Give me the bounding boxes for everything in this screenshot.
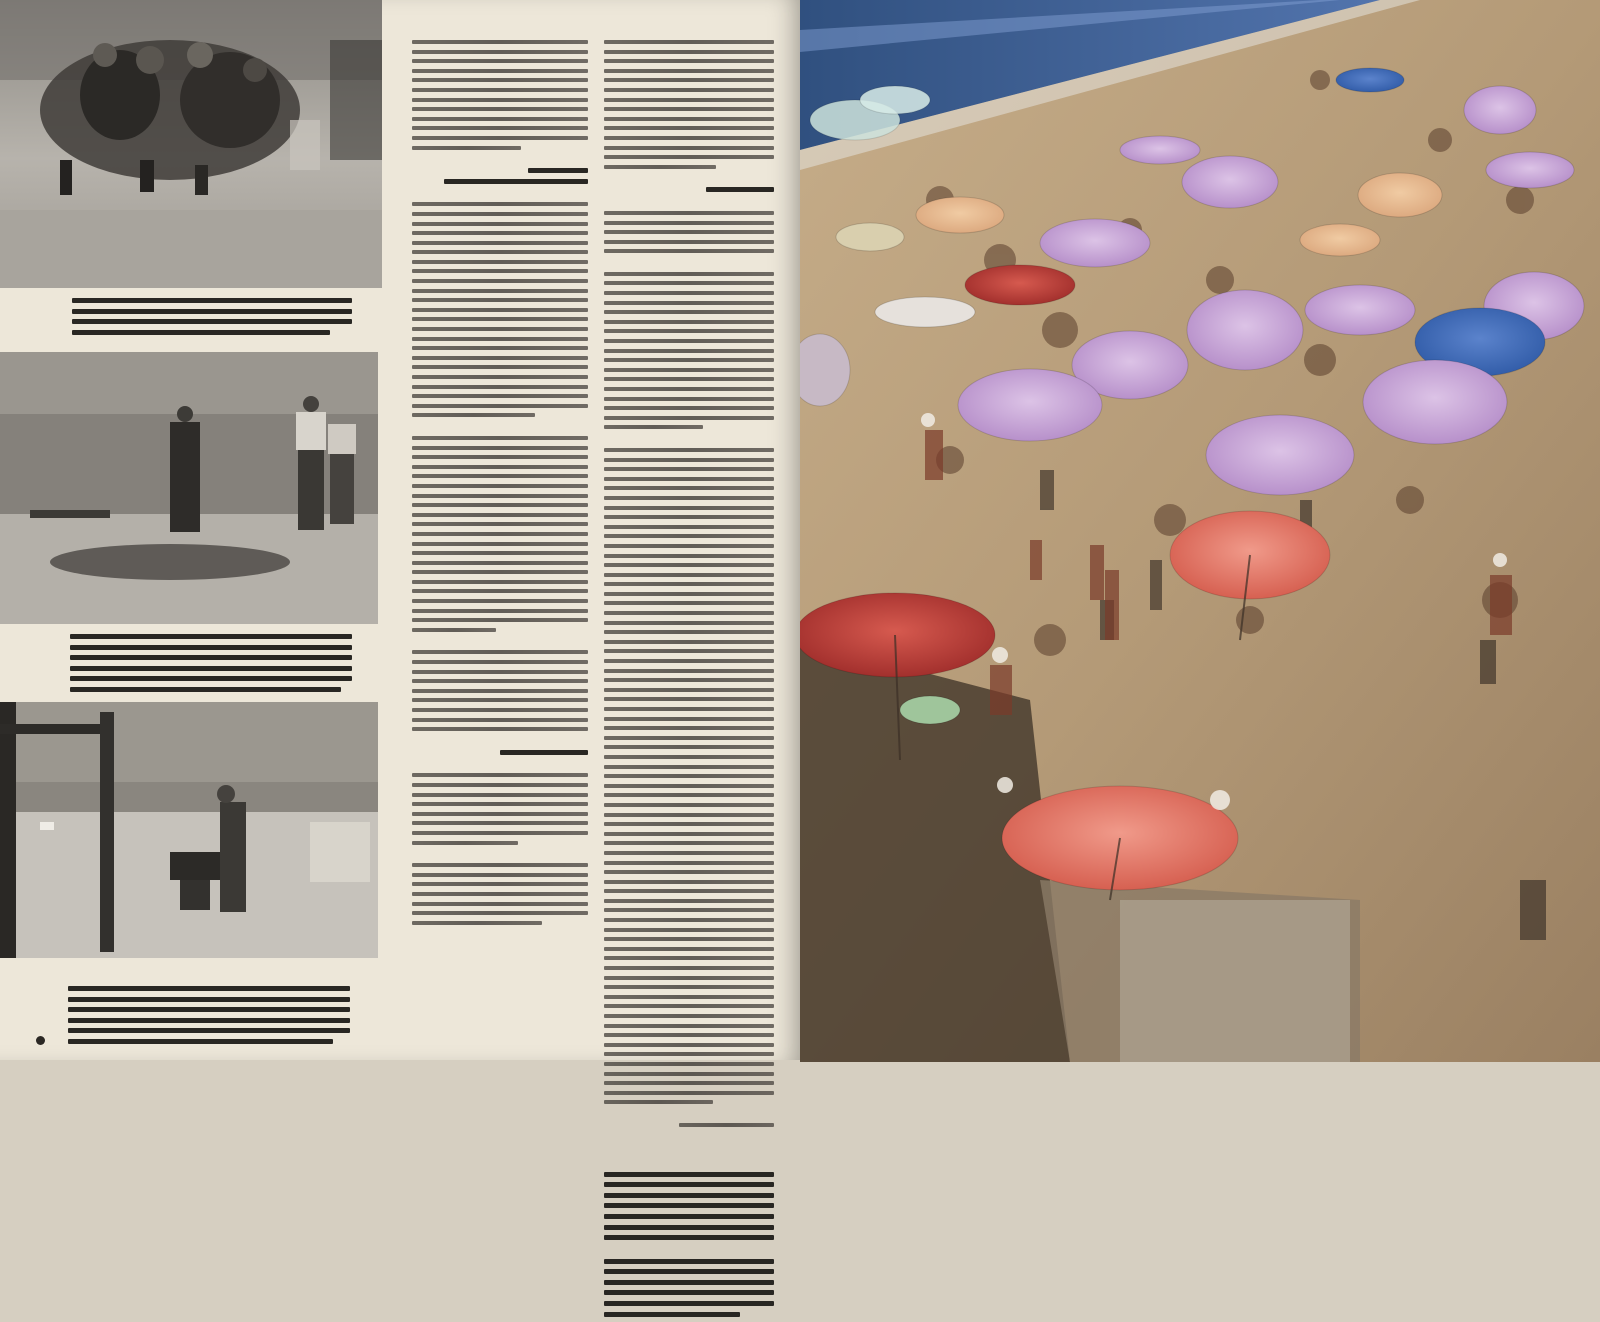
photo-men-on-seafront [0, 352, 378, 624]
photo-beach-umbrellas-color [800, 0, 1600, 1062]
left-page [0, 0, 800, 1060]
photo-man-on-beach [0, 702, 378, 958]
text-column-1 [412, 40, 588, 930]
caption-photo-3 [68, 986, 350, 1050]
page-number-mark [36, 1036, 45, 1045]
text-column-2 [604, 40, 774, 1322]
photo-crowd-on-bench [0, 0, 382, 288]
caption-photo-1 [72, 298, 352, 340]
right-page [800, 0, 1600, 1062]
caption-photo-2 [70, 634, 352, 698]
